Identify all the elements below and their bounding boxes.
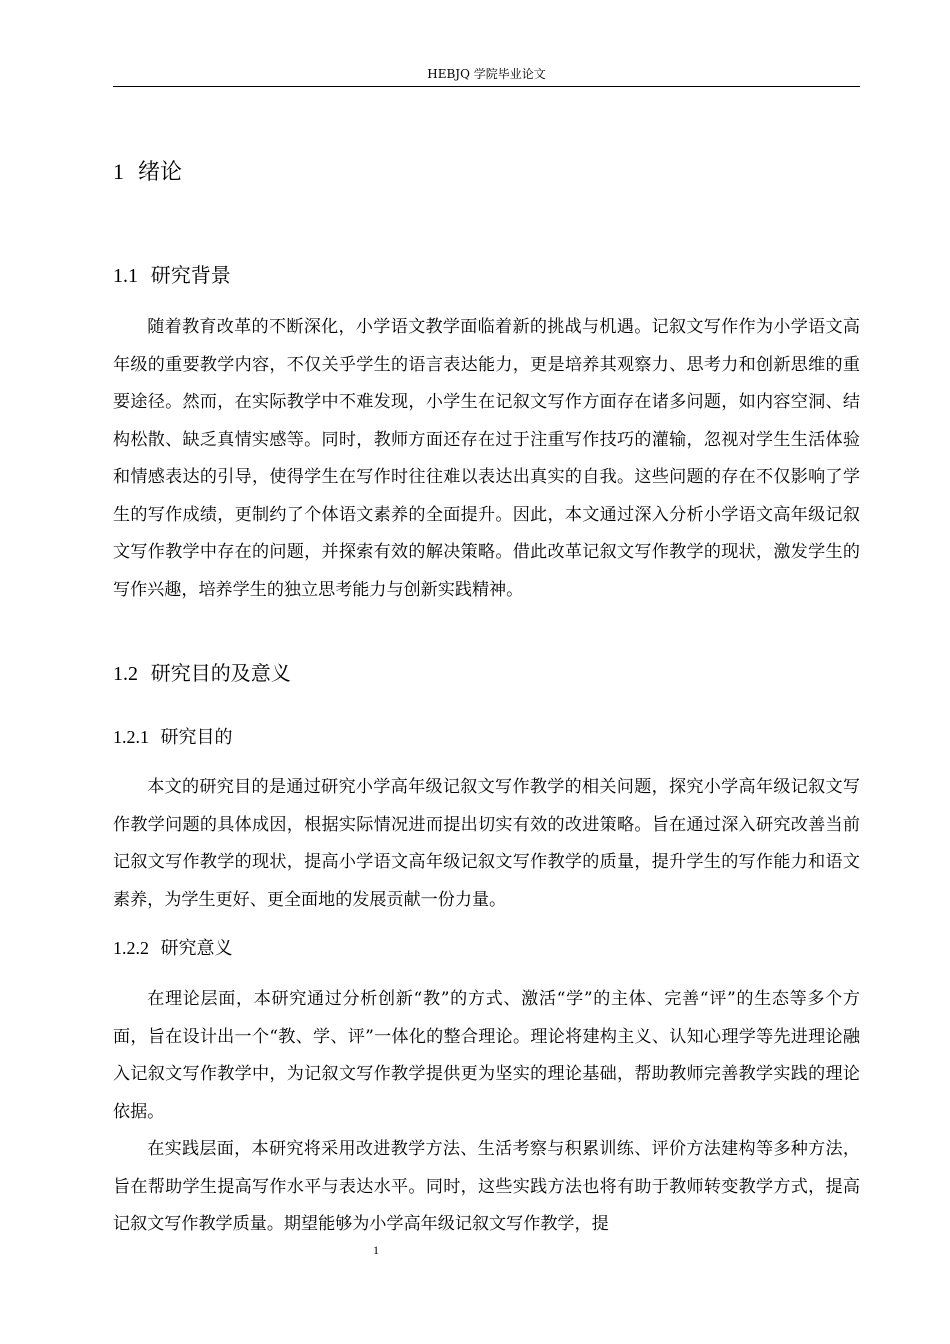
paragraph-theoretical-significance: 在理论层面，本研究通过分析创新“教”的方式、激活“学”的主体、完善“评”的生态等多个方面，旨在设计出一个“教、学、评”一体化的整合理论。理论将建构主义、认知心理学等先进理论融入记叙文写作教学中，为记叙文写作教学提供更为坚实的理论基础，帮助教师完善教学实践的理论依据。 (113, 989, 860, 1122)
chapter-heading (113, 156, 182, 189)
section-title: 研究目的及意义 (150, 661, 291, 685)
subsection-title: 研究意义 (160, 938, 233, 959)
subsection-heading-1-2-1 (113, 723, 232, 752)
paragraph-purpose: 本文的研究目的是通过研究小学高年级记叙文写作教学的相关问题，探究小学高年级记叙文写作教学问题的具体成因，根据实际情况进而提出切实有效的改进策略。旨在通过深入研究改善当前记叙文写作教学的现状，提高小学语文高年级记叙文写作教学的质量，提升学生的写作能力和语文素养，为学生更好、更全面地的发展贡献一份力量。 (113, 777, 860, 910)
subsection-number: 1.2.2 (113, 938, 149, 958)
section-heading-1-1 (113, 260, 231, 291)
page-number: 1 (373, 1243, 379, 1257)
section-number: 1.1 (113, 265, 138, 287)
subsection-number: 1.2.1 (113, 727, 149, 747)
paragraph-background: 随着教育改革的不断深化，小学语文教学面临着新的挑战与机遇。记叙文写作作为小学语文高年级的重要教学内容，不仅关乎学生的语言表达能力，更是培养其观察力、思考力和创新思维的重要途径。然而，在实际教学中不难发现，小学生在记叙文写作方面存在诸多问题，如内容空洞、结构松散、缺乏真情实感等。同时，教师方面还存在过于注重写作技巧的灌输，忽视对学生生活体验和情感表达的引导，使得学生在写作时往往难以表达出真实的自我。这些问题的存在不仅影响了学生的写作成绩，更制约了个体语文素养的全面提升。因此，本文通过深入分析小学语文高年级记叙文写作教学中存在的问题，并探索有效的解决策略。借此改革记叙文写作教学的现状，激发学生的写作兴趣，培养学生的独立思考能力与创新实践精神。 (113, 317, 860, 600)
header-rule (113, 86, 860, 87)
section-heading-1-2 (113, 658, 291, 689)
subsection-title: 研究目的 (160, 727, 233, 748)
chapter-number: 1 (113, 159, 124, 184)
section-number: 1.2 (113, 663, 138, 685)
chapter-title: 绪论 (138, 160, 183, 185)
running-header: HEBJQ 学院毕业论文 (427, 67, 546, 81)
paragraph-practical-significance: 在实践层面，本研究将采用改进教学方法、生活考察与积累训练、评价方法建构等多种方法，旨在帮助学生提高写作水平与表达水平。同时，这些实践方法也将有助于教师转变教学方式，提高记叙文写作教学质量。期望能够为小学高年级记叙文写作教学，提 (113, 1139, 860, 1234)
section-title: 研究背景 (150, 263, 231, 287)
subsection-heading-1-2-2 (113, 934, 232, 963)
